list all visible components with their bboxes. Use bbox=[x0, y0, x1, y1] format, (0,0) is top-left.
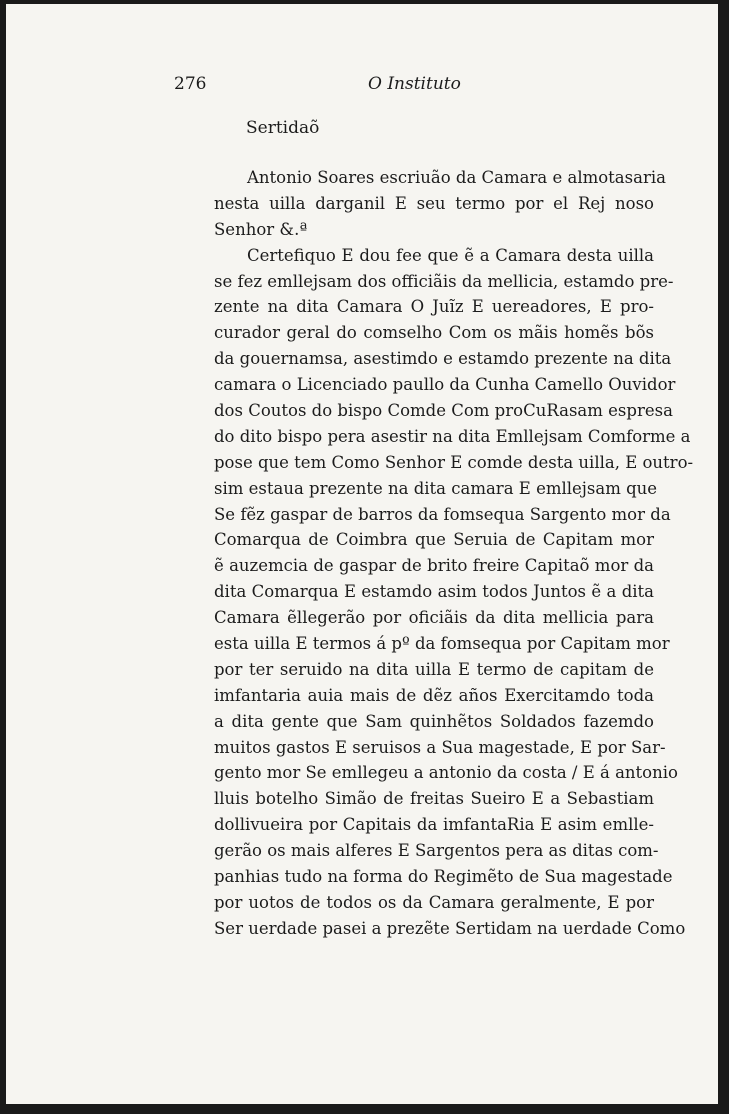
text-line: muitos gastos E seruisos a Sua magestade, E por Sar- bbox=[214, 737, 666, 757]
text-line: Comarqua de Coimbra que Seruia de Capitam mor bbox=[214, 530, 654, 550]
text-line: sim estaua prezente na dita camara E emllejsam que bbox=[214, 478, 658, 498]
text-line: ẽ auzemcia de gaspar de brito freire Capitaõ mor da bbox=[214, 556, 654, 576]
text-line: esta uilla E termos á pº da fomsequa por Capitam mor bbox=[214, 634, 670, 654]
text-line: Ser uerdade pasei a prezẽte Sertidam na uerdade Como bbox=[214, 918, 686, 938]
text-line: pose que tem Como Senhor E comde desta uilla, E outro- bbox=[214, 452, 694, 472]
text-line: nesta uilla darganil E seu termo por el Rej noso bbox=[214, 193, 654, 213]
document-page bbox=[6, 4, 718, 1104]
text-line: gento mor Se emllegeu a antonio da costa / E á antonio bbox=[214, 763, 678, 783]
text-line: dos Coutos do bispo Comde Com proCuRasam espresa bbox=[214, 401, 673, 421]
text-line: dita Comarqua E estamdo asim todos Juntos ẽ a dita bbox=[214, 582, 654, 602]
text-line: gerão os mais alferes E Sargentos pera as ditas com- bbox=[214, 841, 659, 861]
text-line: do dito bispo pera asestir na dita Emllejsam Comforme a bbox=[214, 426, 691, 446]
text-line: Camara ẽllegerão por oficiãis da dita mellicia para bbox=[214, 608, 654, 628]
text-line: Se fẽz gaspar de barros da fomsequa Sargento mor da bbox=[214, 504, 671, 524]
text-line: lluis botelho Simão de freitas Sueiro E a Sebastiam bbox=[214, 789, 654, 809]
running-title: O Instituto bbox=[368, 74, 461, 94]
document-heading: Sertidaõ bbox=[246, 118, 320, 138]
text-line: dollivueira por Capitais da imfantaRia E asim emlle- bbox=[214, 815, 654, 835]
text-line: Antonio Soares escriuão da Camara e almotasaria bbox=[247, 168, 666, 187]
text-line: zente na dita Camara O Juĩz E uereadores, E pro- bbox=[214, 297, 654, 317]
text-line: Senhor &.ª bbox=[214, 219, 308, 239]
text-line: panhias tudo na forma do Regimẽto de Sua magestade bbox=[214, 867, 673, 887]
text-line: da gouernamsa, asestimdo e estamdo prezente na dita bbox=[214, 349, 672, 369]
text-line: a dita gente que Sam quinhẽtos Soldados fazemdo bbox=[214, 711, 654, 731]
text-line: imfantaria auia mais de dẽz años Exercitamdo toda bbox=[214, 685, 654, 705]
text-line: camara o Licenciado paullo da Cunha Camello Ouvidor bbox=[214, 375, 676, 395]
text-line: Certefiquo E dou fee que ẽ a Camara desta uilla bbox=[247, 245, 654, 265]
body-text bbox=[214, 165, 694, 942]
page-number: 276 bbox=[174, 74, 207, 94]
text-line: curador geral do comselho Com os mãis homẽs bõs bbox=[214, 323, 654, 343]
text-line: por ter seruido na dita uilla E termo de capitam de bbox=[214, 659, 654, 679]
text-line: se fez emllejsam dos officiãis da mellicia, estamdo pre- bbox=[214, 271, 674, 291]
text-line: por uotos de todos os da Camara geralmente, E por bbox=[214, 892, 654, 912]
